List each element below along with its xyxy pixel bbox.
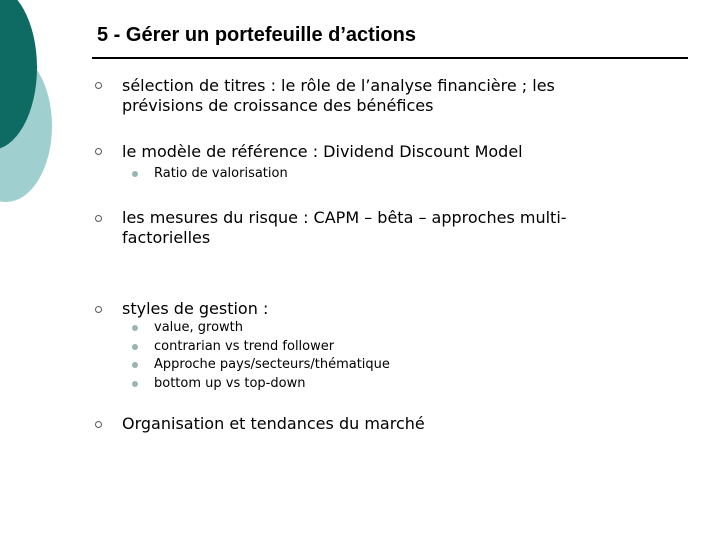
bullet-text-line: factorielles xyxy=(122,228,211,247)
bullet-text-line: styles de gestion : xyxy=(122,299,269,318)
sub-bullet-dot-icon xyxy=(132,171,138,177)
bullet-text-line: prévisions de croissance des bénéfices xyxy=(122,96,434,115)
sub-bullet-dot-icon xyxy=(132,362,138,368)
sub-bullet-text: Approche pays/secteurs/thématique xyxy=(154,357,390,372)
bullet-text-line: le modèle de référence : Dividend Discount Model xyxy=(122,142,523,161)
bullet-ring-icon xyxy=(95,306,102,313)
sub-bullet-text: contrarian vs trend follower xyxy=(154,339,335,354)
bullet-text-line: Organisation et tendances du marché xyxy=(122,414,425,433)
sub-bullet-dot-icon xyxy=(132,381,138,387)
bullet-ring-icon xyxy=(95,82,102,89)
bullet-ring-icon xyxy=(95,421,102,428)
sub-bullet-dot-icon xyxy=(132,344,138,350)
sub-bullet-text: value, growth xyxy=(154,320,244,335)
sub-bullet-dot-icon xyxy=(132,325,138,331)
sub-bullet-text: bottom up vs top-down xyxy=(154,376,306,391)
bullet-ring-icon xyxy=(95,215,102,222)
sub-bullet-text: Ratio de valorisation xyxy=(154,166,288,181)
title-underline xyxy=(92,57,688,59)
bullet-ring-icon xyxy=(95,148,102,155)
bullet-text-line: sélection de titres : le rôle de l’analyse financière ; les xyxy=(122,76,555,95)
slide-title: 5 - Gérer un portefeuille d’actions xyxy=(97,24,416,46)
bullet-text-line: les mesures du risque : CAPM – bêta – approches multi- xyxy=(122,208,567,227)
